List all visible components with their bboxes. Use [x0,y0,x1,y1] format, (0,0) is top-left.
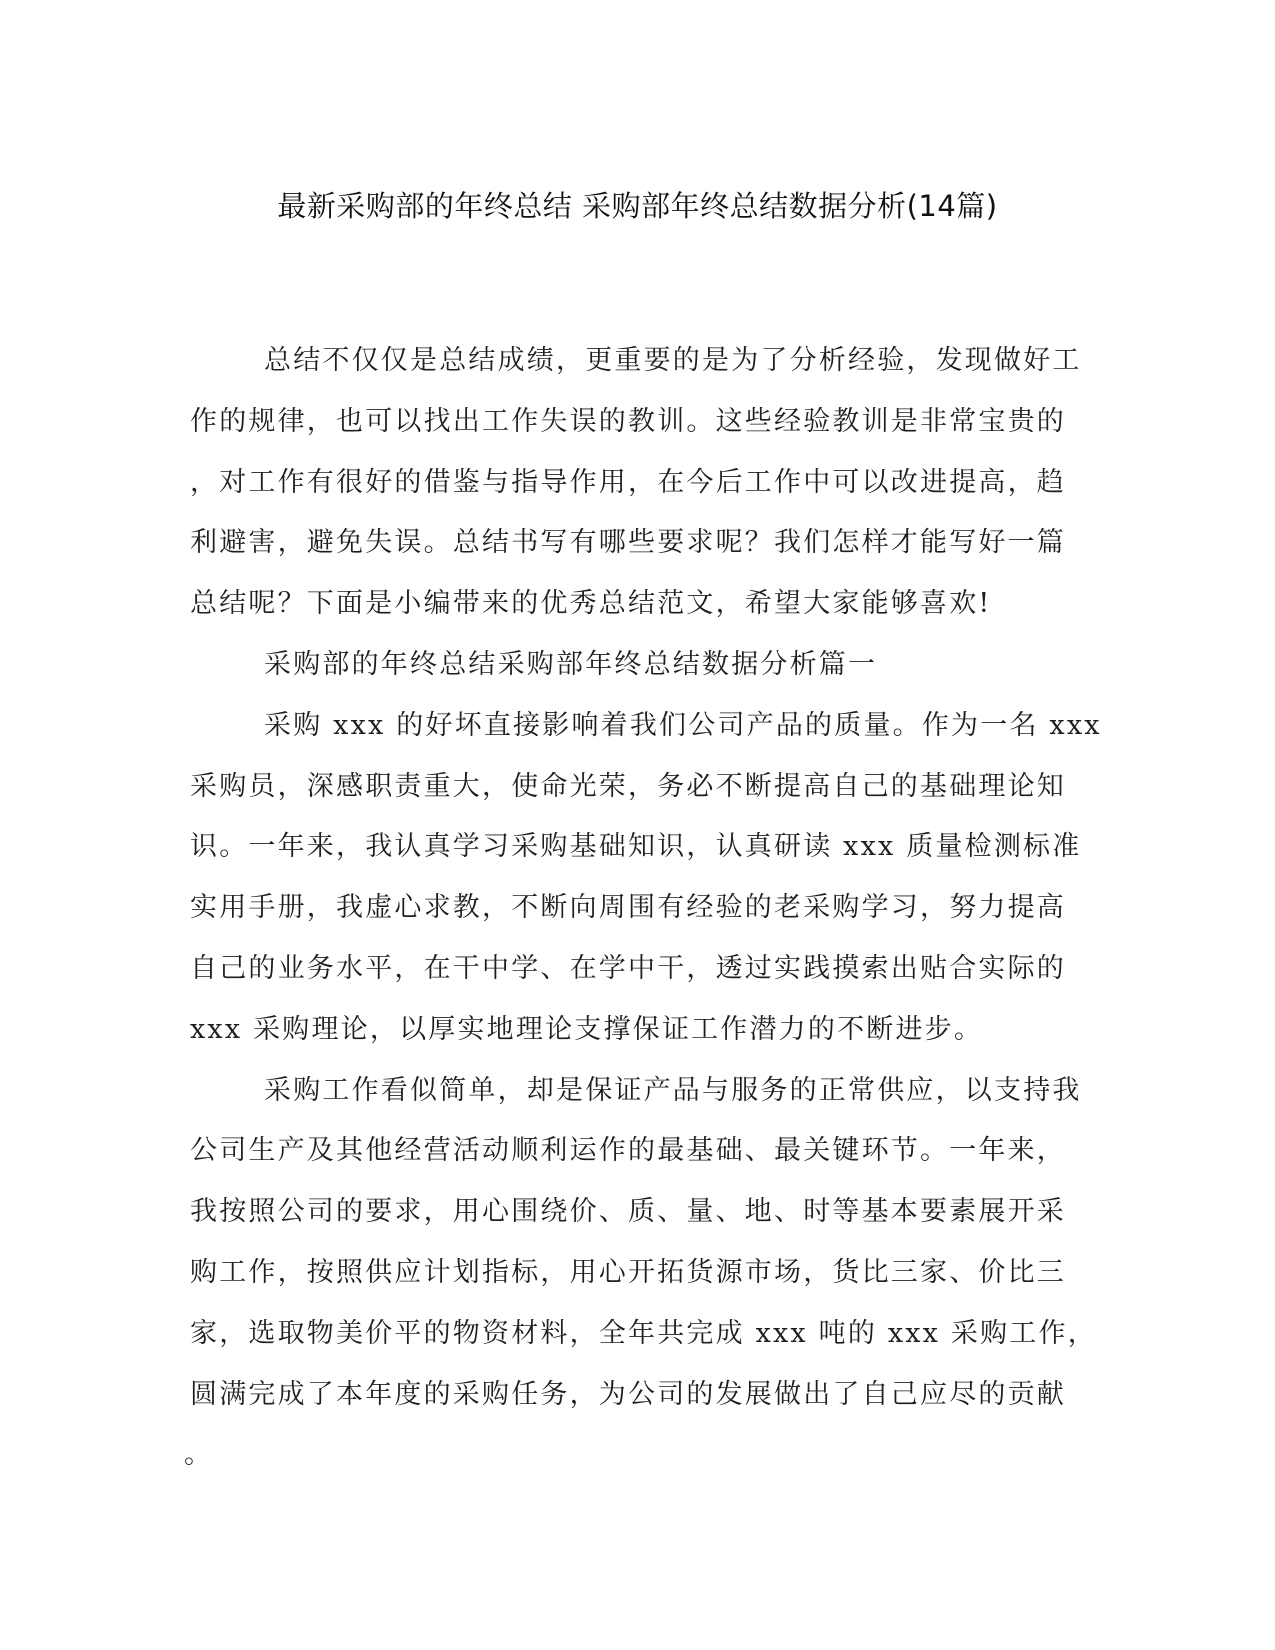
paragraph-line: 自己的业务水平，在干中学、在学中干，透过实践摸索出贴合实际的 [190,952,1066,984]
paragraph-line: 。 [184,1439,214,1471]
paragraph-line: 采购员，深感职责重大，使命光荣，务必不断提高自己的基础理论知 [190,770,1066,802]
paragraph-line: 利避害，避免失误。总结书写有哪些要求呢？我们怎样才能写好一篇 [190,527,1066,559]
section-heading: 采购部的年终总结采购部年终总结数据分析篇一 [264,648,878,680]
paragraph-line: ，对工作有很好的借鉴与指导作用，在今后工作中可以改进提高，趋 [190,466,1066,498]
document-body [184,331,1102,1486]
document-title: 最新采购部的年终总结 采购部年终总结数据分析(14篇) [277,189,998,223]
paragraph-line: 总结呢？下面是小编带来的优秀总结范文，希望大家能够喜欢! [190,588,992,620]
paragraph-line: 家，选取物美价平的物资材料，全年共完成 xxx 吨的 xxx 采购工作， [190,1317,1097,1349]
paragraph-line: 我按照公司的要求，用心围绕价、质、量、地、时等基本要素展开采 [190,1196,1066,1228]
paragraph-line: 采购工作看似简单，却是保证产品与服务的正常供应，以支持我 [264,1074,1082,1106]
paragraph-line: 采购 xxx 的好坏直接影响着我们公司产品的质量。作为一名 xxx [264,709,1102,741]
paragraph-line: xxx 采购理论，以厚实地理论支撑保证工作潜力的不断进步。 [190,1013,984,1045]
paragraph-line: 总结不仅仅是总结成绩，更重要的是为了分析经验，发现做好工 [264,345,1082,376]
paragraph-line: 作的规律，也可以找出工作失误的教训。这些经验教训是非常宝贵的 [190,405,1066,437]
paragraph-line: 购工作，按照供应计划指标，用心开拓货源市场，货比三家、价比三 [190,1256,1066,1288]
paragraph-line: 圆满完成了本年度的采购任务，为公司的发展做出了自己应尽的贡献 [190,1378,1066,1410]
paragraph-line: 公司生产及其他经营活动顺利运作的最基础、最关键环节。一年来， [190,1135,1066,1167]
paragraph-line: 实用手册，我虚心求教，不断向周围有经验的老采购学习，努力提高 [190,892,1066,924]
paragraph-line: 识。一年来，我认真学习采购基础知识，认真研读 xxx 质量检测标准 [190,831,1082,863]
